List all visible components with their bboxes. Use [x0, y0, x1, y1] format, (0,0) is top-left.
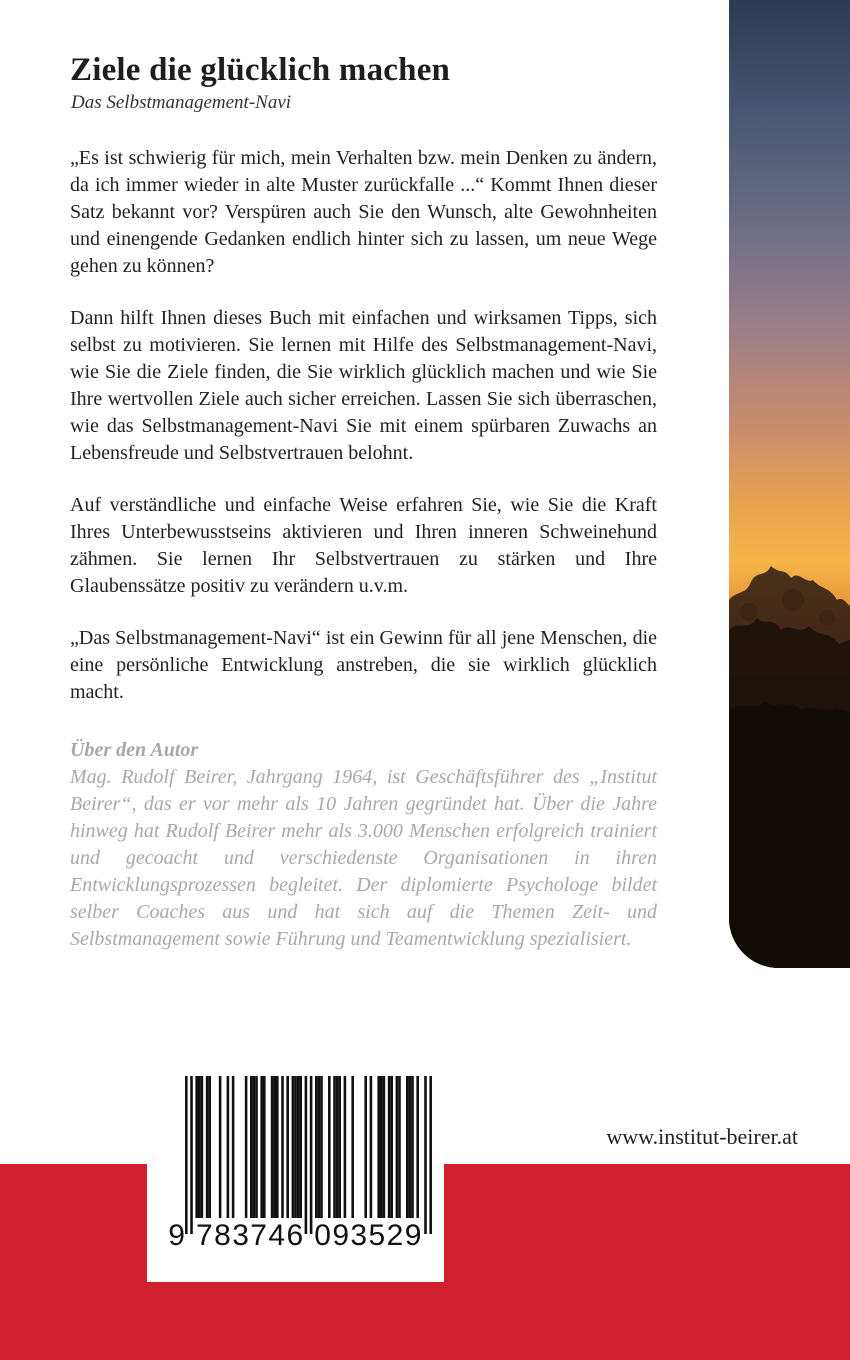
barcode-bar [219, 1076, 222, 1218]
barcode-bar [377, 1076, 380, 1218]
barcode-bar [336, 1076, 339, 1218]
barcode-bar [185, 1076, 188, 1234]
isbn-barcode [147, 1066, 444, 1282]
barcode-bar [380, 1076, 383, 1218]
blurb-paragraph-2: Dann hilft Ihnen dieses Buch mit einfachen und wirksamen Tipps, sich selbst zu motivieren. Sie lernen mit Hilfe des Selbstmanagement-Navi, wie Sie die Ziele finden, die Sie wirklich glücklich machen und wie Sie Ihre wertvollen Ziele auch sicher erreichen. Lassen Sie sich überraschen, wie das Selbstmanagement-Navi Sie mit einem spürbaren Zuwachs an Lebensfreude und Selbstvertrauen belohnt. [70, 307, 657, 464]
cover-sunset-photo [729, 0, 850, 968]
barcode-bar [320, 1076, 323, 1218]
blurb-content [70, 145, 657, 953]
barcode-bar [292, 1076, 295, 1218]
barcode-bar [411, 1076, 414, 1218]
barcode-bar [333, 1076, 336, 1218]
barcode-bar [328, 1076, 331, 1218]
barcode-bar [364, 1076, 367, 1218]
barcode-bar [429, 1076, 432, 1234]
barcode-bar [310, 1076, 313, 1234]
barcode-bar [281, 1076, 284, 1218]
blurb-paragraph-3: Auf verständliche und einfache Weise erfahren Sie, wie Sie die Kraft Ihres Unterbewusstseins aktivieren und Ihren inneren Schweinehund zähmen. Sie lernen Ihr Selbstvertrauen zu stärken und Ihre Glaubenssätze positiv zu verändern u.v.m. [70, 494, 657, 597]
barcode-bar [286, 1076, 289, 1218]
barcode-bar [315, 1076, 318, 1218]
barcode-bar [390, 1076, 393, 1218]
barcode-bar [406, 1076, 409, 1218]
barcode-bar [198, 1076, 201, 1218]
barcode-bar [294, 1076, 297, 1218]
book-subtitle: Das Selbstmanagement-Navi [71, 92, 292, 113]
barcode-bar [396, 1076, 399, 1218]
isbn-number: 9 783746 093529 [168, 1219, 423, 1252]
website-url: www.institut-beirer.at [606, 1124, 798, 1149]
barcode-bar [201, 1076, 204, 1218]
barcode-bar [318, 1076, 321, 1218]
barcode-bar [416, 1076, 419, 1218]
barcode-bar [398, 1076, 401, 1218]
barcode-bar [424, 1076, 427, 1234]
book-title: Ziele die glücklich machen [70, 52, 451, 88]
barcode-bar [253, 1076, 256, 1218]
tree-silhouette [729, 560, 850, 968]
barcode-bar [388, 1076, 391, 1218]
author-heading: Über den Autor [70, 739, 199, 761]
barcode-bar [190, 1076, 193, 1234]
barcode-bar [271, 1076, 274, 1218]
barcode-bar [370, 1076, 373, 1218]
barcode-bar [260, 1076, 263, 1218]
blurb-paragraph-4: „Das Selbstmanagement-Navi“ ist ein Gewinn für all jene Menschen, die eine persönliche Entwicklung anstreben, die sie wirklich glücklich macht. [70, 627, 657, 703]
barcode-bar [227, 1076, 230, 1218]
barcode-bar [208, 1076, 211, 1218]
barcode-bar [232, 1076, 235, 1218]
barcode-bar [273, 1076, 276, 1218]
barcode-bar [297, 1076, 300, 1218]
barcode-bar [338, 1076, 341, 1218]
barcode-bar [409, 1076, 412, 1218]
author-bio: Mag. Rudolf Beirer, Jahrgang 1964, ist Geschäftsführer des „Institut Beirer“, das er vor mehr als 10 Jahren gegründet hat. Über die Jahre hinweg hat Rudolf Beirer mehr als 3.000 Menschen erfolgreich trainiert und gecoacht und verschiedenste Organisationen in ihren Entwicklungsprozessen begleitet. Der diplomierte Psychologe bildet selber Coaches aus und hat sich auf die Themen Zeit- und Selbstmanagement sowie Führung und Teamentwicklung spezialisiert. [70, 766, 657, 950]
barcode-bar [344, 1076, 347, 1218]
barcode-bar [263, 1076, 266, 1218]
barcode-bar [276, 1076, 279, 1218]
blurb-paragraph-1: „Es ist schwierig für mich, mein Verhalten bzw. mein Denken zu ändern, da ich immer wieder in alte Muster zurückfalle ...“ Kommt Ihnen dieser Satz bekannt vor? Verspüren auch Sie den Wunsch, alte Gewohnheiten und einengende Gedanken endlich hinter sich zu lassen, um neue Wege gehen zu können? [70, 147, 657, 277]
barcode-bar [383, 1076, 386, 1218]
barcode-bar [250, 1076, 253, 1218]
barcode-bar [195, 1076, 198, 1218]
barcode-bar [299, 1076, 302, 1218]
barcode-bar [245, 1076, 248, 1218]
barcode-bar [255, 1076, 258, 1218]
barcode-bar [206, 1076, 209, 1218]
barcode-bar [305, 1076, 308, 1234]
barcode-bar [351, 1076, 354, 1218]
